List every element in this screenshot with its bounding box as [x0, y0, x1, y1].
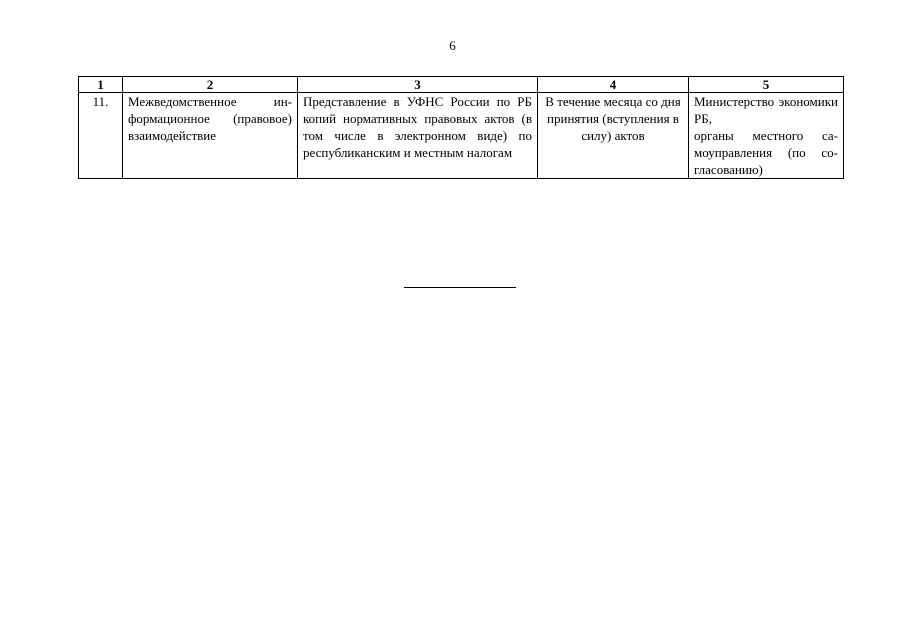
- header-col-5: 5: [689, 77, 844, 93]
- closing-rule-line: [404, 287, 516, 288]
- header-col-1: 1: [79, 77, 123, 93]
- action-content: Представление в УФНС России по РБ копий нормативных правовых актов (в том числе в электронном виде) по республиканским и местным налогам: [298, 93, 538, 179]
- header-col-2: 2: [123, 77, 298, 93]
- responsible-ministry: Министерство экономики РБ,: [694, 94, 838, 126]
- action-description: Межведомственное информационное (правовое) взаимодействие: [123, 93, 298, 179]
- page-number: 6: [449, 38, 456, 53]
- header-col-3: 3: [298, 77, 538, 93]
- document-table: [78, 76, 844, 179]
- responsible-parties: [689, 93, 844, 179]
- deadline: В течение месяца со дня принятия (вступления в силу) актов: [538, 93, 689, 179]
- table-row: [79, 93, 844, 179]
- header-col-4: 4: [538, 77, 689, 93]
- table-header-row: [79, 77, 844, 93]
- row-number: 11.: [79, 93, 123, 179]
- responsible-local-government: органы местного самоуправления (по согласованию): [694, 128, 838, 177]
